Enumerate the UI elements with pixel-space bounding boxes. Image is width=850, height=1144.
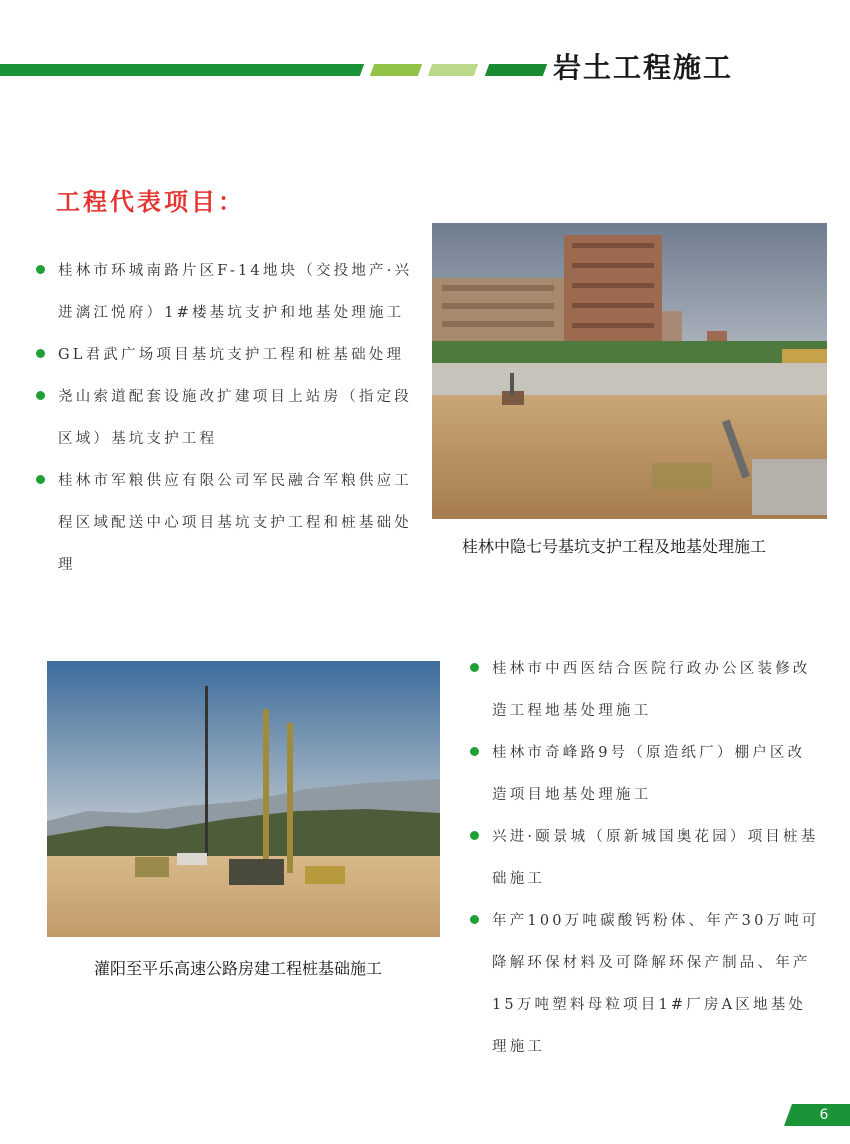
section-title: 岩土工程施工 [553, 51, 734, 84]
project-list-left [36, 250, 416, 586]
header-bar [485, 64, 547, 76]
list-item-text: GL君武广场项目基坑支护工程和桩基础处理 [58, 347, 405, 363]
list-item [36, 460, 416, 586]
sub-heading: 工程代表项目： [56, 188, 245, 216]
list-item [36, 250, 416, 334]
list-item-text: 兴进·颐景城（原新城国奥花园）项目桩基础施工 [492, 829, 819, 887]
list-item [36, 376, 416, 460]
bullet-icon [36, 391, 45, 400]
photo-caption: 灌阳至平乐高速公路房建工程桩基础施工 [94, 959, 383, 978]
list-item-text: 年产100万吨碳酸钙粉体、年产30万吨可降解环保材料及可降解环保产制品、年产15万吨塑料母粒项目1#厂房A区地基处理施工 [492, 913, 820, 1055]
list-item [470, 648, 822, 732]
list-item-text: 尧山索道配套设施改扩建项目上站房（指定段区域）基坑支护工程 [58, 389, 412, 447]
bullet-icon [470, 831, 479, 840]
photo-pile-foundation [47, 661, 440, 937]
page-number: 6 [819, 1107, 829, 1123]
header-bar [370, 64, 422, 76]
construction-site-photo [47, 661, 440, 937]
bullet-icon [470, 663, 479, 672]
list-item [470, 732, 822, 816]
list-item [36, 334, 416, 376]
photo-foundation-pit [432, 223, 827, 519]
list-item [470, 900, 822, 1068]
bullet-icon [470, 747, 479, 756]
header-bar [0, 64, 364, 76]
bullet-icon [36, 349, 45, 358]
bullet-icon [470, 915, 479, 924]
construction-site-photo [432, 223, 827, 519]
bullet-icon [36, 265, 45, 274]
bullet-icon [36, 475, 45, 484]
list-item [470, 816, 822, 900]
project-list-right [470, 648, 822, 1068]
header-bar [428, 64, 478, 76]
list-item-text: 桂林市环城南路片区F-14地块（交投地产·兴进漓江悦府）1#楼基坑支护和地基处理施工 [58, 263, 413, 321]
photo-caption: 桂林中隐七号基坑支护工程及地基处理施工 [462, 537, 767, 556]
list-item-text: 桂林市军粮供应有限公司军民融合军粮供应工程区域配送中心项目基坑支护工程和桩基础处理 [58, 473, 412, 573]
list-item-text: 桂林市奇峰路9号（原造纸厂）棚户区改造项目地基处理施工 [492, 745, 806, 803]
list-item-text: 桂林市中西医结合医院行政办公区装修改造工程地基处理施工 [492, 661, 811, 719]
